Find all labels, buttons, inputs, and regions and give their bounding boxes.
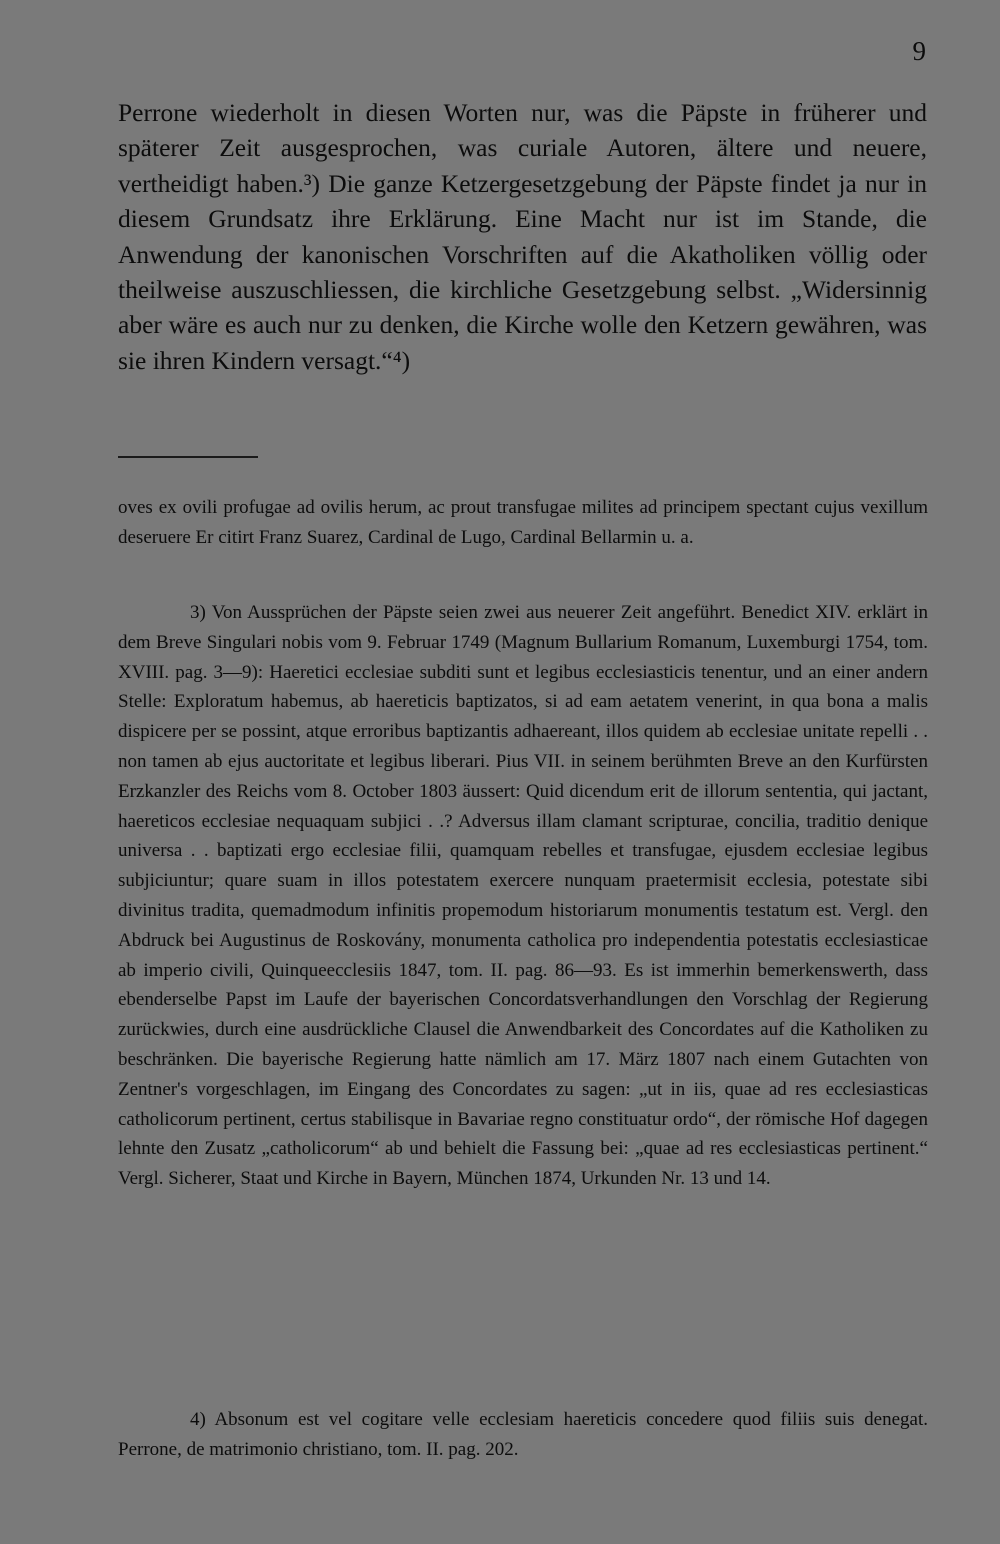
footnote-continued: oves ex ovili profugae ad ovilis herum, ac prout transfugae milites ad principem spectant cujus vexillum deseruere Er citirt Franz Suarez, Cardinal de Lugo, Cardinal Bellarmin u. a. <box>118 497 928 548</box>
footnote-separator <box>118 456 258 458</box>
page-number: 9 <box>912 36 926 66</box>
main-paragraph: Perrone wiederholt in diesen Worten nur, was die Päpste in früherer und späterer Zeit ausgesprochen, was curiale Autoren, ältere und neuere, vertheidigt haben.³) Die ganze Ketzergesetzgebung der Päpste findet ja nur in diesem Grundsatz ihre Erklärung. Eine Macht nur ist im Stande, die Anwendung der kanonischen Vorschriften auf die Akatholiken völlig oder theilweise auszuschliessen, die kirchliche Gesetzgebung selbst. „Widersinnig aber wäre es auch nur zu denken, die Kirche wolle den Ketzern gewähren, was sie ihren Kindern versagt.“⁴) <box>118 98 927 375</box>
footnote-4: 4) Absonum est vel cogitare velle ecclesiam haereticis concedere quod filiis suis denegat. Perrone, de matrimonio christiano, tom. II. pag. 202. <box>118 1409 928 1460</box>
footnote-3: 3) Von Aussprüchen der Päpste seien zwei aus neuerer Zeit angeführt. Benedict XIV. erklärt in dem Breve Singulari nobis vom 9. Februar 1749 (Magnum Bullarium Romanum, Luxemburgi 1754, tom. XVIII. pag. 3—9): Haeretici ecclesiae subditi sunt et legibus ecclesiasticis tenentur, und an einer andern Stelle: Exploratum habemus, ab haereticis baptizatos, si ad eam aetatem venerint, in qua bona a malis dispicere per se possint, atque erroribus baptizantis adhaereant, illos quidem ab ecclesiae unitate repelli . . non tamen ab ejus auctoritate et legibus liberari. Pius VII. in seinem berühmten Breve an den Kurfürsten Erzkanzler des Reichs vom 8. October 1803 äussert: Quid dicendum erit de illorum sententia, qui jactant, haereticos ecclesiae nequaquam subjici . .? Adversus illam clamant scripturae, concilia, traditio denique universa . . baptizati ergo ecclesiae filii, quamquam rebelles et transfugae, ejusdem ecclesiae legibus subjiciuntur; quare suam in illos potestatem exercere nunquam praetermisit ecclesia, potestate sibi divinitus tradita, quemadmodum infinitis propemodum historiarum monumentis testatum est. Vergl. den Abdruck bei Augustinus de Roskovány, monumenta catholica pro independentia potestatis ecclesiasticae ab imperio civili, Quinqueecclesiis 1847, tom. II. pag. 86—93. Es ist immerhin bemerkenswerth, dass ebenderselbe Papst im Laufe der bayerischen Concordatsverhandlungen den Vorschlag der Regierung zurückwies, durch eine ausdrückliche Clausel die Anwendbarkeit des Concordates auf die Katholiken zu beschränken. Die bayerische Regierung hatte nämlich am 17. März 1807 nach einem Gutachten von Zentner's vorgeschlagen, im Eingang des Concordates zu sagen: „ut in iis, quae ad res ecclesiasticas catholicorum pertinent, certus stabilisque in Bavariae regno constituatur ordo“, der römische Hof dagegen lehnte den Zusatz „catholicorum“ ab und behielt die Fassung bei: „quae ad res ecclesiasticas pertinent.“ Vergl. Sicherer, Staat und Kirche in Bayern, München 1874, Urkunden Nr. 13 und 14. <box>118 602 928 1190</box>
